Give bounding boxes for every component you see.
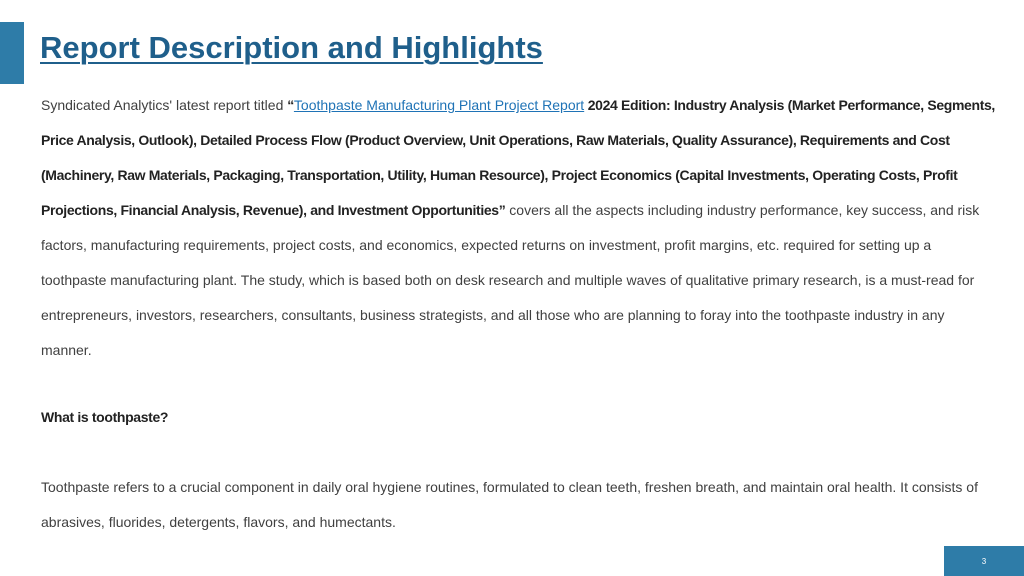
report-title-link[interactable]: Toothpaste Manufacturing Plant Project Report — [293, 97, 585, 113]
report-description-paragraph — [41, 88, 996, 368]
section-heading-what-is-toothpaste: What is toothpaste? — [41, 409, 169, 425]
intro-prefix: Syndicated Analytics' latest report titled — [41, 97, 288, 113]
slide-title: Report Description and Highlights — [40, 30, 543, 65]
title-accent-bar — [0, 22, 24, 84]
report-title-open-quote: “ — [287, 97, 294, 113]
page-number-badge — [944, 546, 1024, 576]
report-title-text: 2024 Edition: Industry Analysis (Market Performance, Segments, Price Analysis, Outlook), Detailed Process Flow (Product Overview, Unit Operations, Raw Materials, Quality Assurance), Requirements and Cost (Machinery, Raw Materials, Packaging, Transportation, Utility, Human Resource), Project Economics (Capital Investments, Operating Costs, Profit Projections, Financial Analysis, Revenue), and Investment Opportunities — [41, 97, 995, 218]
report-title-close-quote: ” — [498, 202, 506, 218]
toothpaste-definition-paragraph: Toothpaste refers to a crucial component in daily oral hygiene routines, formulated to clean teeth, freshen breath, and maintain oral health. It consists of abrasives, fluorides, detergents, flavors, and humectants. — [41, 479, 978, 530]
page-number: 3 — [981, 556, 987, 566]
intro-suffix: covers all the aspects including industry performance, key success, and risk factors, manufacturing requirements, project costs, and economics, expected returns on investment, profit margins, etc. required for setting up a toothpaste manufacturing plant. The study, which is based both on desk research and multiple waves of qualitative primary research, is a must-read for entrepreneurs, investors, researchers, consultants, business strategists, and all those who are planning to foray into the toothpaste industry in any manner. — [41, 202, 980, 358]
